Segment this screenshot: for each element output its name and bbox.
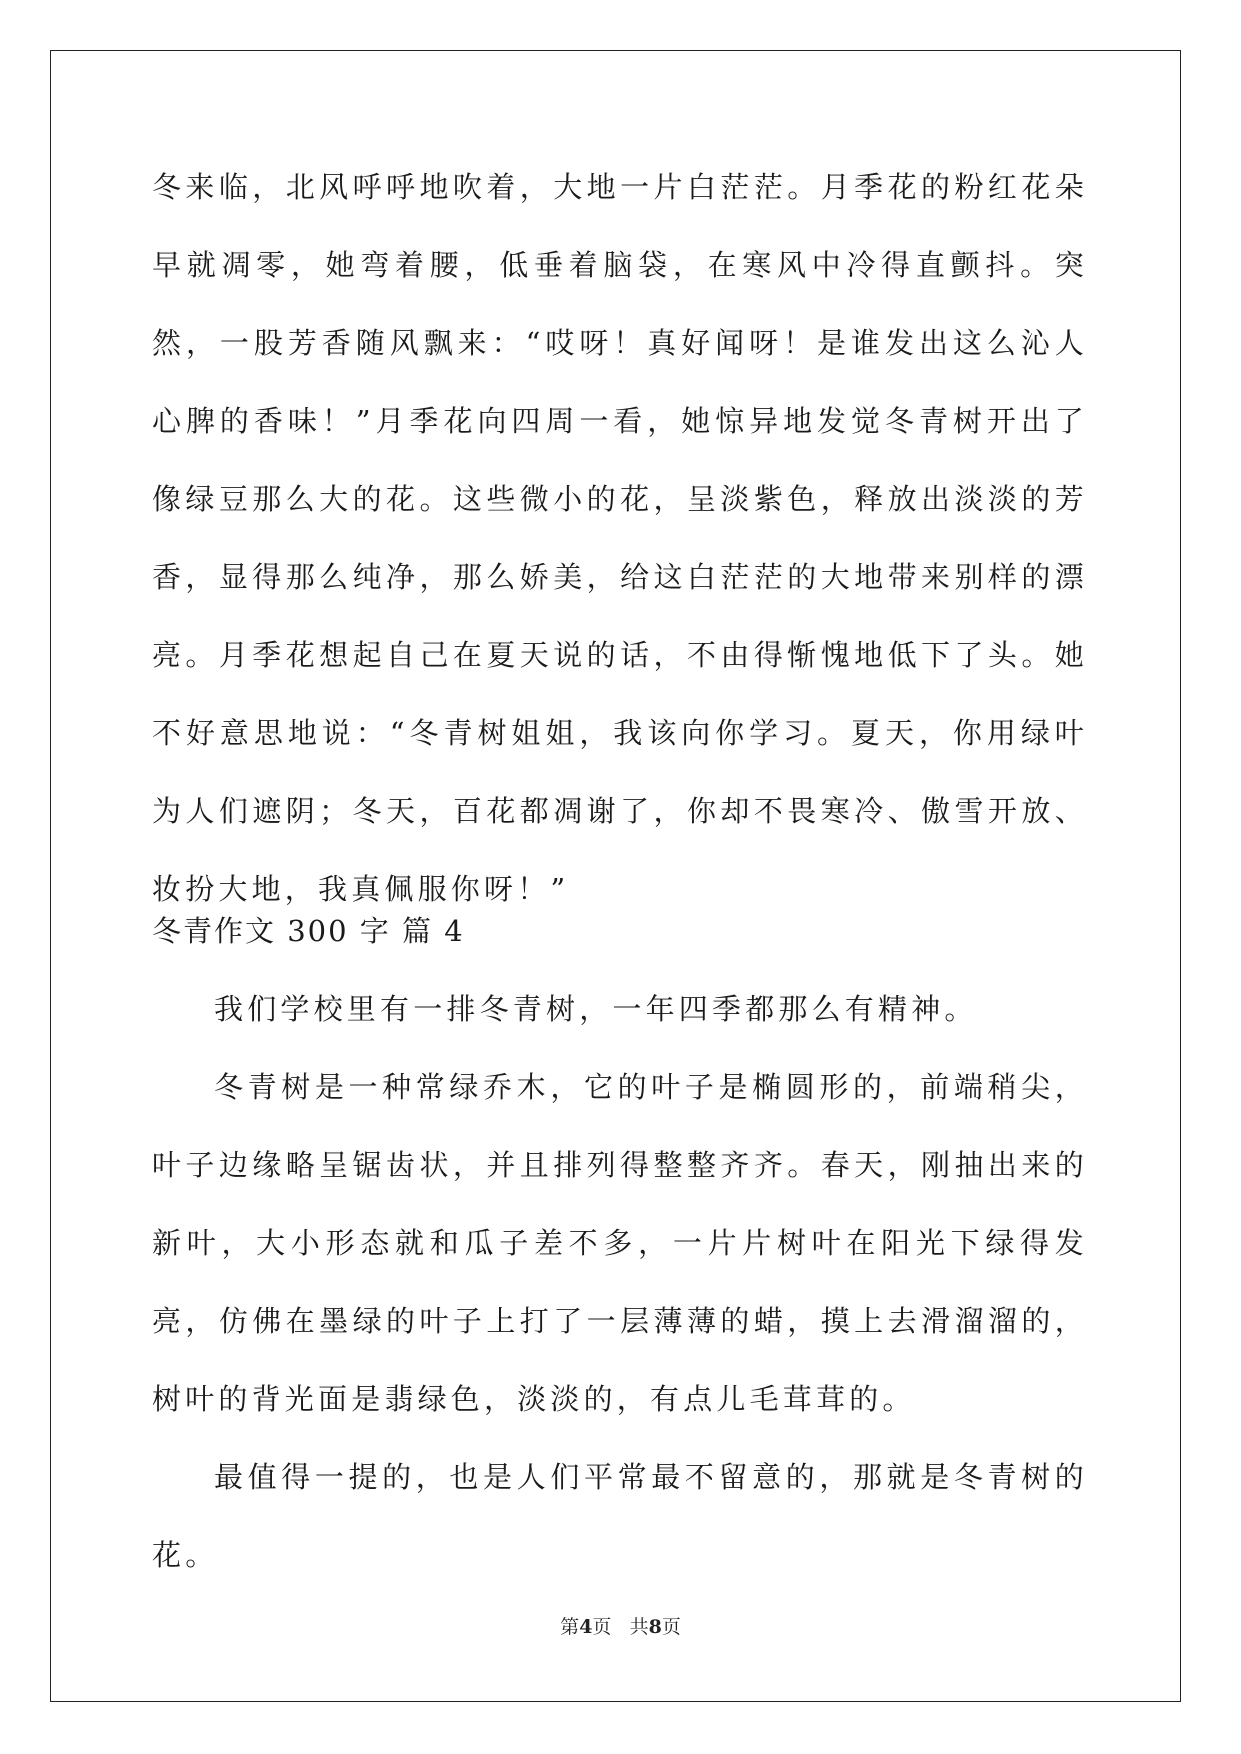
page-footer [0,1612,1241,1639]
page-total: 8 [648,1616,662,1638]
page-current: 4 [579,1616,593,1638]
total-prefix: 共 [629,1616,649,1638]
total-suffix: 页 [661,1616,681,1638]
paragraph-2: 冬青树是一种常绿乔木，它的叶子是椭圆形的，前端稍尖，叶子边缘略呈锯齿状，并且排列得整整齐齐。春天，刚抽出来的新叶，大小形态就和瓜子差不多，一片片树叶在阳光下绿得发亮，仿佛在墨绿的叶子上打了一层薄薄的蜡，摸上去滑溜溜的，树叶的背光面是翡绿色，淡淡的，有点儿毛茸茸的。 [152,1070,1088,1416]
continued-paragraph: 冬来临，北风呼呼地吹着，大地一片白茫茫。月季花的粉红花朵早就凋零，她弯着腰，低垂着脑袋，在寒风中冷得直颤抖。突然，一股芳香随风飘来：“哎呀！真好闻呀！是谁发出这么沁人心脾的香味！”月季花向四周一看，她惊异地发觉冬青树开出了像绿豆那么大的花。这些微小的花，呈淡紫色，释放出淡淡的芳香，显得那么纯净，那么娇美，给这白茫茫的大地带来别样的漂亮。月季花想起自己在夏天说的话，不由得惭愧地低下了头。她不好意思地说：“冬青树姐姐，我该向你学习。夏天，你用绿叶为人们遮阴；冬天，百花都凋谢了，你却不畏寒冷、傲雪开放、妆扮大地，我真佩服你呀！” [152,170,1088,906]
page-prefix: 第 [560,1616,580,1638]
section-heading: 冬青作文 300 字 篇 4 [152,914,465,948]
paragraph-3: 最值得一提的，也是人们平常最不留意的，那就是冬青树的花。 [152,1460,1088,1572]
paragraph-1: 我们学校里有一排冬青树，一年四季都那么有精神。 [214,992,978,1026]
page-suffix: 页 [592,1616,612,1638]
